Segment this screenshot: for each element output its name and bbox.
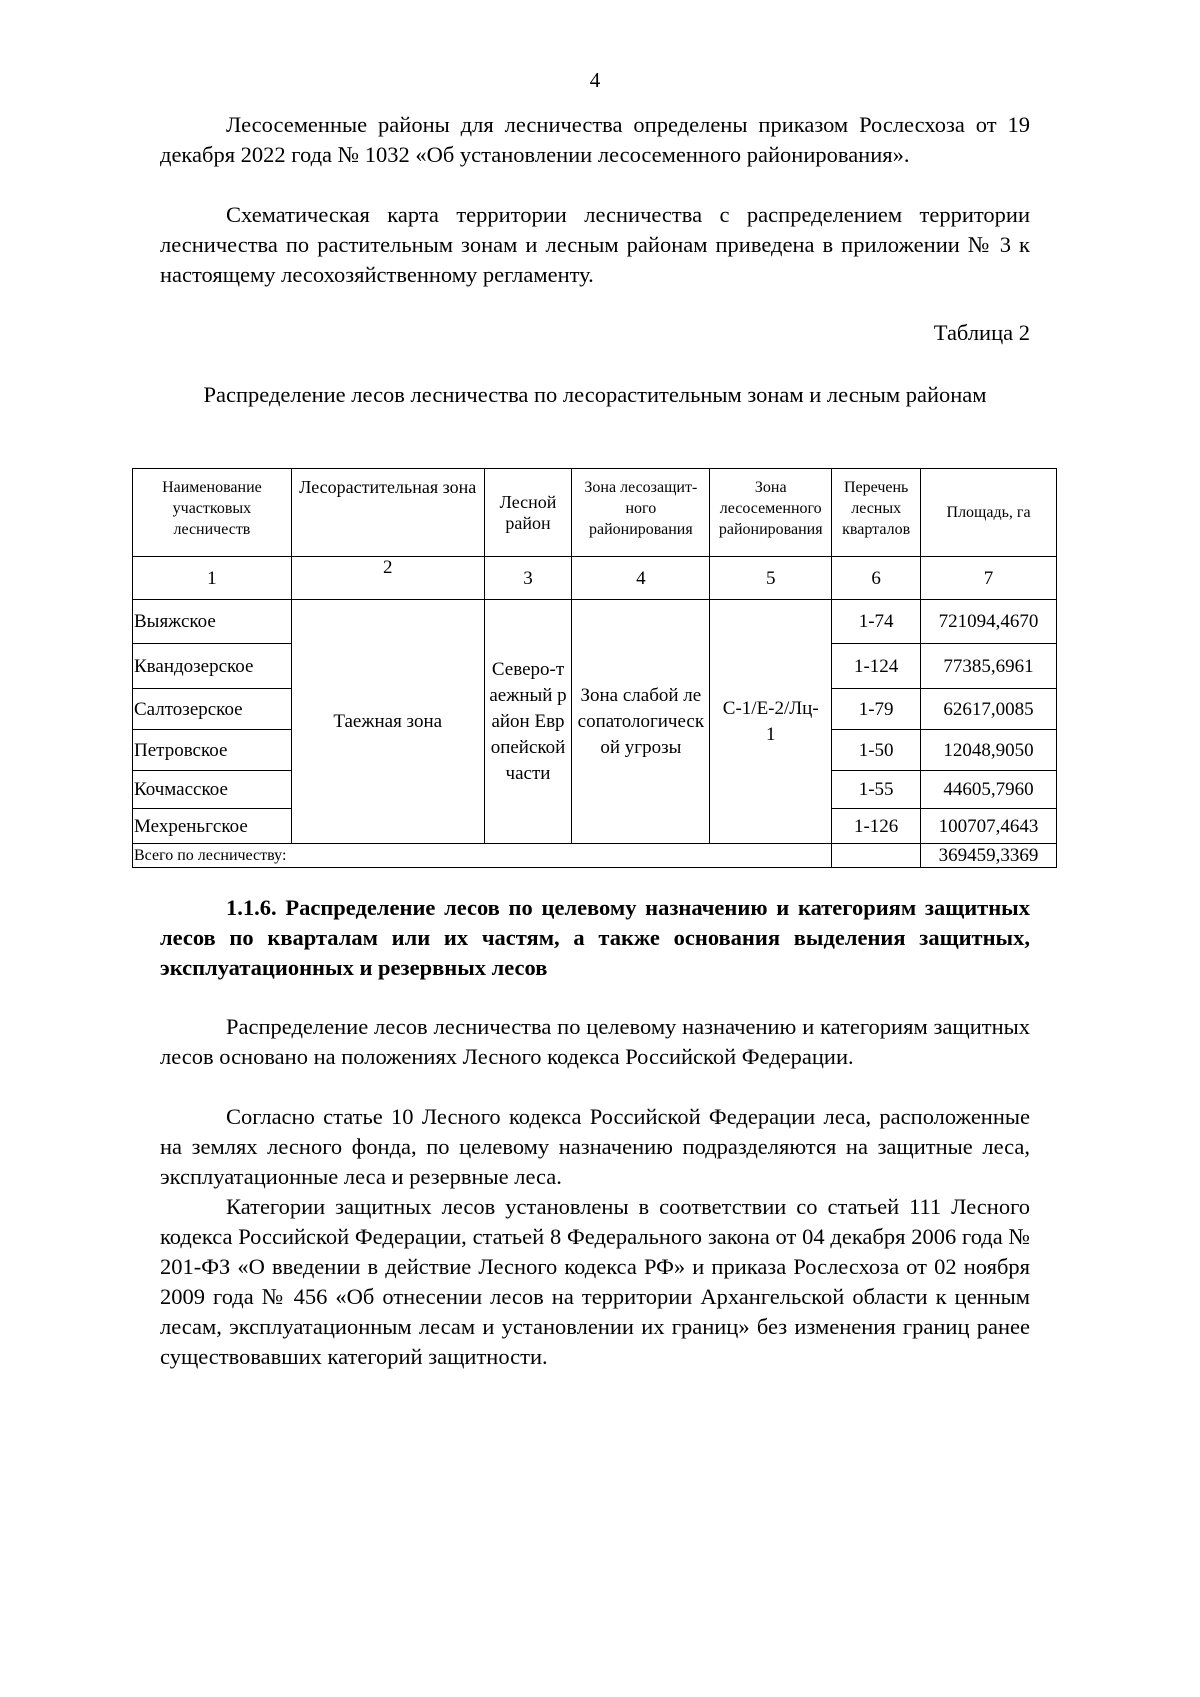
area: 44605,7960 [921,771,1057,809]
column-number: 6 [832,557,921,600]
area: 77385,6961 [921,644,1057,689]
table-row [133,600,1057,644]
area: 100707,4643 [921,809,1057,844]
table-header-row [133,469,1057,557]
header-cell: Лесной район [484,469,572,557]
paragraph: Согласно статье 10 Лесного кодекса Российской Федерации леса, расположенные на землях лесного фонда, по целевому назначению подразделяются на защитные леса, эксплуатационные леса и резервные леса. [160,1104,1030,1189]
header-cell: Зона лесосеменного районирования [710,469,832,557]
paragraph: Схематическая карта территории лесничества с распределением территории лесничества по растительным зонам и лесным районам приведена в приложении № 3 к настоящему лесохозяйственному регламенту. [160,202,1030,287]
page-number: 4 [589,68,601,92]
quarters: 1-50 [832,730,921,771]
area: 721094,4670 [921,600,1057,644]
paragraph: Категории защитных лесов установлены в соответствии со статьей 111 Лесного кодекса Российской Федерации, статьей 8 Федерального закона от 04 декабря 2006 года № 201-ФЗ «О введении в действие Лесного кодекса РФ» и приказа Рослесхоза от 02 ноября 2009 года № 456 «Об отнесении лесов на территории Архангельской области к ценным лесам, эксплуатационным лесам и установлении их границ» без изменения границ ранее существовавших категорий защитности. [160,1194,1030,1369]
section-heading: 1.1.6. Распределение лесов по целевому назначению и категориям защитных лесов по кварталам или их частям, а также основания выделения защитных, эксплуатационных и резервных лесов [160,895,1030,980]
forestry-name: Петровское [133,730,292,771]
column-number: 4 [572,557,710,600]
seed-zone: С-1/Е-2/Лц-1 [710,600,832,844]
quarters: 1-74 [832,600,921,644]
quarters: 1-79 [832,689,921,730]
area: 12048,9050 [921,730,1057,771]
table-caption: Распределение лесов лесничества по лесорастительным зонам и лесным районам [203,382,987,407]
paragraph: Лесосеменные районы для лесничества определены приказом Рослесхоза от 19 декабря 2022 года № 1032 «Об установлении лесосеменного районирования». [160,112,1030,167]
header-cell: Зона лесозащит-ного районирования [572,469,710,557]
empty-cell [832,844,921,868]
paragraph: Распределение лесов лесничества по целевому назначению и категориям защитных лесов основано на положениях Лесного кодекса Российской Федерации. [160,1014,1030,1069]
header-cell: Площадь, га [921,469,1057,557]
column-number: 1 [133,557,292,600]
forestry-name: Мехреньгское [133,809,292,844]
total-area: 369459,3369 [921,844,1057,868]
column-number: 2 [291,557,484,600]
forest-district: Северо-таежный район Европейской части [484,600,572,844]
forestry-name: Салтозерское [133,689,292,730]
header-cell: Перечень лесных кварталов [832,469,921,557]
column-number: 5 [710,557,832,600]
quarters: 1-55 [832,771,921,809]
area: 62617,0085 [921,689,1057,730]
header-cell: Наименование участковых лесничеств [133,469,292,557]
quarters: 1-126 [832,809,921,844]
column-number: 7 [921,557,1057,600]
total-row [133,844,1057,868]
column-number: 3 [484,557,572,600]
quarters: 1-124 [832,644,921,689]
forestry-name: Кочмасское [133,771,292,809]
total-label: Всего по лесничеству: [133,844,832,868]
protection-zone: Зона слабой лесопатологической угрозы [572,600,710,844]
table-label: Таблица 2 [933,320,1030,345]
header-cell: Лесорастительная зона [291,469,484,557]
forestry-name: Выяжское [133,600,292,644]
column-number-row [133,557,1057,600]
forest-distribution-table [132,468,1057,868]
forestry-name: Квандозерское [133,644,292,689]
vegetation-zone: Таежная зона [291,600,484,844]
